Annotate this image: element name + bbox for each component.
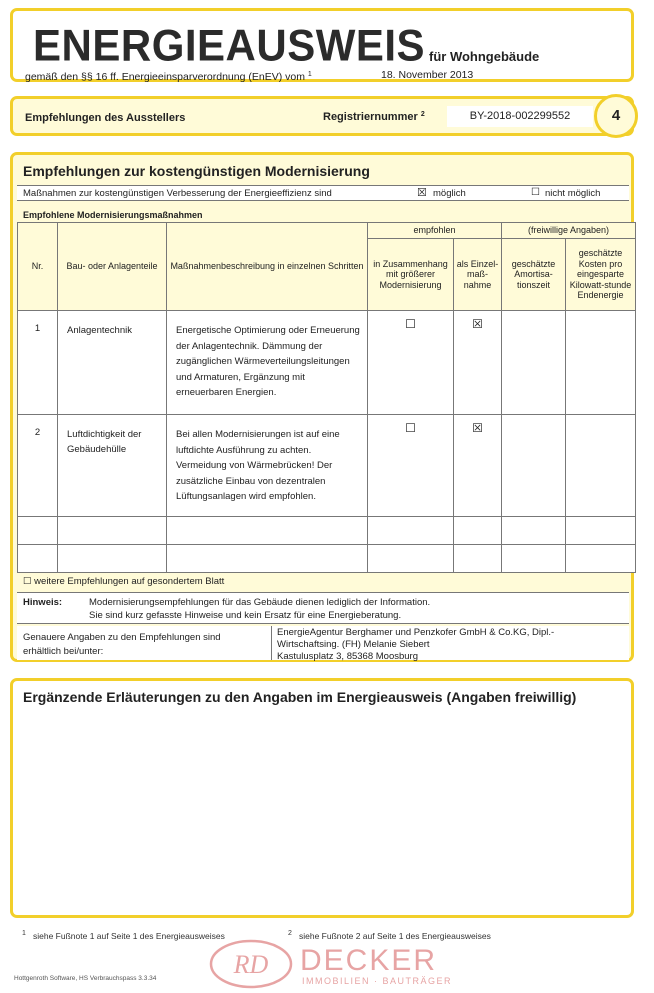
row-description: Bei allen Modernisierungen ist auf eine luftdichte Ausführung zu achten. Vermeidung von Wärmebrücken! Der zusätzliche Einbau von dezentralen Lüftungsanlagen wird empfohlen. xyxy=(167,415,368,517)
software-credit: Hottgenroth Software, HS Verbrauchspass 3.3.34 xyxy=(14,975,157,982)
col-in-context: in Zusammenhang mit größerer Modernisierung xyxy=(368,239,454,311)
more-recommendations xyxy=(23,576,224,587)
contact-line-2: Wirtschaftsing. (FH) Melanie Siebert xyxy=(277,639,430,650)
single-measure-checkbox: ☒ xyxy=(454,311,502,415)
page-number-badge: 4 xyxy=(594,94,638,138)
row-description: Energetische Optimierung oder Erneuerung der Anlagentechnik. Dämmung der zugänglichen Wärmeverteilungsleitungen und Armaturen, Ergänzung mit erneuerbaren Energien. xyxy=(167,311,368,415)
option-not-possible: nicht möglich xyxy=(545,188,601,199)
contact-line-3: Kastulusplatz 3, 85368 Moosburg xyxy=(277,651,419,662)
in-context-checkbox: ☐ xyxy=(368,415,454,517)
recommendations-title: Empfehlungen zur kostengünstigen Modernisierung xyxy=(23,163,370,179)
table-row-empty xyxy=(18,545,636,573)
row-amortization xyxy=(502,415,566,517)
col-amortization: geschätzte Amortisa-tionszeit xyxy=(502,239,566,311)
registration-number: BY-2018-002299552 xyxy=(447,106,593,127)
watermark-name: DECKER xyxy=(300,944,438,977)
col-part: Bau- oder Anlagenteile xyxy=(58,223,167,311)
note-box xyxy=(17,592,629,624)
table-row xyxy=(18,311,636,415)
details-label-line-2: erhältlich bei/unter: xyxy=(23,646,104,657)
registration-footnote: 2 xyxy=(420,111,425,118)
header-frame xyxy=(10,8,634,82)
checkbox-checked-icon: ☒ xyxy=(417,187,427,199)
table-header-row xyxy=(18,223,636,239)
measures-row xyxy=(17,185,629,201)
row-cost xyxy=(566,311,636,415)
footnote-1 xyxy=(22,930,225,941)
col-recommended-group: empfohlen xyxy=(368,223,502,239)
measures-label: Maßnahmen zur kostengünstigen Verbesserung der Energieeffizienz sind xyxy=(23,188,332,199)
table-row-empty xyxy=(18,517,636,545)
col-description: Maßnahmenbeschreibung in einzelnen Schritten xyxy=(167,223,368,311)
in-context-checkbox: ☐ xyxy=(368,311,454,415)
footnote-2-mark: 2 xyxy=(288,930,292,937)
contact-line-1: EnergieAgentur Berghamer und Penzkofer GmbH & Co.KG, Dipl.- xyxy=(277,627,555,638)
details-label-line-1: Genauere Angaben zu den Empfehlungen sind xyxy=(23,632,221,643)
logo-text: RD xyxy=(233,950,269,979)
details-box xyxy=(17,626,629,660)
supplementary-title: Ergänzende Erläuterungen zu den Angaben im Energieausweis (Angaben freiwillig) xyxy=(23,689,577,705)
document-title: ENERGIEAUSWEIS xyxy=(33,20,426,71)
registration-label xyxy=(323,111,425,123)
section-label: Empfehlungen des Ausstellers xyxy=(25,112,186,124)
footnote-1-mark: 1 xyxy=(22,930,26,937)
note-line-2: Sie sind kurz gefasste Hinweise und kein Ersatz für eine Energieberatung. xyxy=(89,610,402,621)
checkbox-empty-icon: ☐ xyxy=(531,187,540,198)
recommendations-table xyxy=(17,222,636,573)
regulation-date: 18. November 2013 xyxy=(381,69,474,81)
details-divider xyxy=(271,626,272,660)
note-label: Hinweis: xyxy=(23,597,63,608)
regulation-line xyxy=(25,71,312,83)
col-optional-group: (freiwillige Angaben) xyxy=(502,223,636,239)
footnote-2-text: siehe Fußnote 2 auf Seite 1 des Energieausweises xyxy=(299,931,491,941)
table-row xyxy=(18,415,636,517)
row-nr: 2 xyxy=(18,415,58,517)
registration-label-text: Registriernummer xyxy=(323,111,418,123)
recommendations-frame xyxy=(10,152,634,662)
col-single: als Einzel-maß-nahme xyxy=(454,239,502,311)
row-amortization xyxy=(502,311,566,415)
row-part: Anlagentechnik xyxy=(58,311,167,415)
row-part: Luftdichtigkeit der Gebäudehülle xyxy=(58,415,167,517)
regulation-text: gemäß den §§ 16 ff. Energieeinsparverordnung (EnEV) vom xyxy=(25,71,305,83)
registration-bar xyxy=(10,96,634,136)
row-cost xyxy=(566,415,636,517)
footnote-1-text: siehe Fußnote 1 auf Seite 1 des Energieausweises xyxy=(33,931,225,941)
footnote-2 xyxy=(288,930,491,941)
note-line-1: Modernisierungsempfehlungen für das Gebäude dienen lediglich der Information. xyxy=(89,597,431,608)
watermark-tagline: IMMOBILIEN · BAUTRÄGER xyxy=(302,976,453,986)
supplementary-frame xyxy=(10,678,634,918)
option-possible: möglich xyxy=(433,188,466,199)
footnote-mark: 1 xyxy=(307,71,312,78)
col-nr: Nr. xyxy=(18,223,58,311)
col-cost-per-kwh: geschätzte Kosten pro eingesparte Kilowatt-stunde Endenergie xyxy=(566,239,636,311)
decker-logo-icon xyxy=(208,938,294,990)
single-measure-checkbox: ☒ xyxy=(454,415,502,517)
row-nr: 1 xyxy=(18,311,58,415)
recommended-measures-subheader: Empfohlene Modernisierungsmaßnahmen xyxy=(23,210,203,220)
document-subtitle: für Wohngebäude xyxy=(429,49,540,64)
more-recommendations-label: weitere Empfehlungen auf gesondertem Blatt xyxy=(34,576,225,587)
checkbox-empty-icon: ☐ xyxy=(23,576,32,587)
